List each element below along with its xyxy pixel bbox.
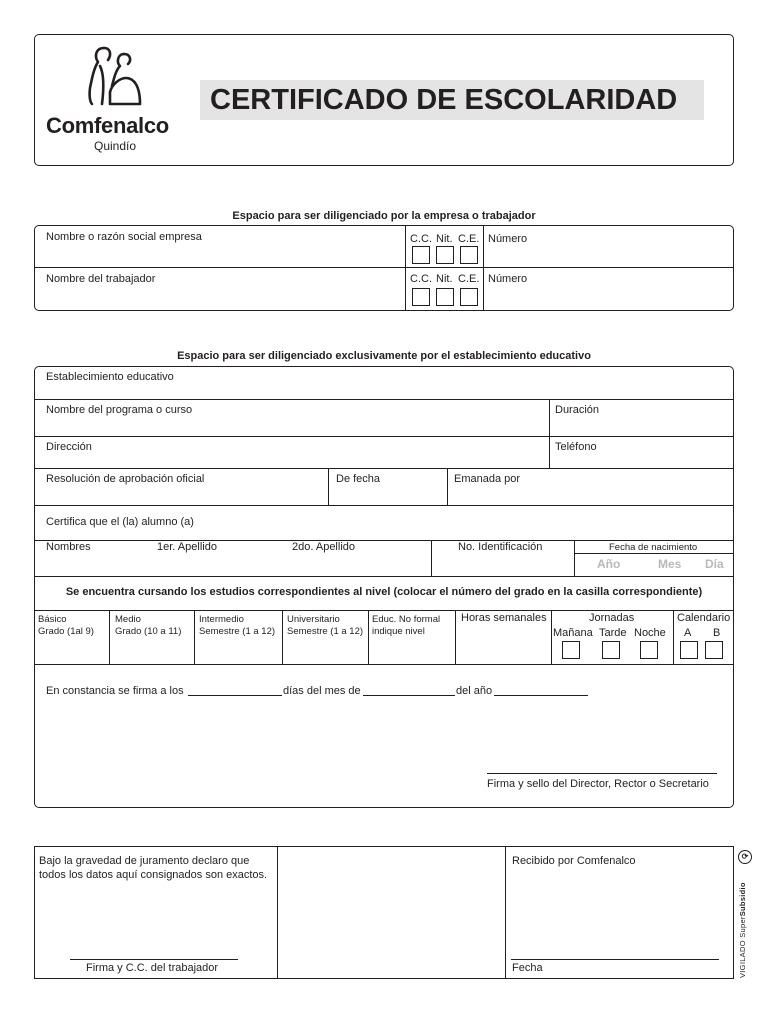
supersubsidio-logo-icon: ⟳ (738, 850, 752, 864)
mes-label: Mes (658, 557, 682, 571)
logo-subtitle: Quindío (94, 139, 137, 153)
nivel-heading: Se encuentra cursando los estudios correspondientes al nivel (colocar el número del grado en la casilla correspondiente) (65, 586, 703, 598)
section1-heading: Espacio para ser diligenciado por la empresa o trabajador (232, 210, 536, 222)
constancia-text-1: En constancia se firma a los (46, 685, 184, 697)
constancia-text-2: días del mes de (283, 685, 361, 697)
constancia-text-3: del año (456, 685, 493, 697)
trabajador-ce-checkbox[interactable] (460, 288, 478, 306)
telefono-label: Teléfono (555, 441, 597, 453)
empresa-cc-checkbox[interactable] (412, 246, 430, 264)
trabajador-label: Nombre del trabajador (46, 273, 156, 285)
fecha-line (511, 959, 719, 960)
recibido-label: Recibido por Comfenalco (512, 855, 636, 867)
de-fecha-label: De fecha (336, 473, 381, 485)
juramento-text: Bajo la gravedad de juramento declaro que todos los datos aquí consignados son exactos. (39, 855, 268, 881)
mes-blank[interactable] (363, 695, 455, 696)
doc-type-ce-2: C.E. (458, 273, 480, 285)
anio-label: Año (597, 557, 621, 571)
calendario-a-label: A (684, 627, 692, 639)
empresa-numero-label: Número (488, 233, 528, 245)
comfenalco-logo-icon (86, 44, 148, 110)
doc-type-cc-2: C.C. (410, 273, 432, 285)
doc-type-cc-1: C.C. (410, 233, 432, 245)
doc-type-ce-1: C.E. (458, 233, 480, 245)
dias-blank[interactable] (188, 695, 282, 696)
horas-label: Horas semanales (461, 612, 547, 624)
resolucion-label: Resolución de aprobación oficial (46, 473, 205, 485)
calendario-b-label: B (713, 627, 721, 639)
trabajador-numero-label: Número (488, 273, 528, 285)
jornadas-label: Jornadas (589, 612, 635, 624)
tarde-label: Tarde (599, 627, 627, 639)
fecha-nacimiento-label: Fecha de nacimiento (609, 542, 698, 553)
medio-grado-label: Grado (10 a 11) (115, 626, 182, 637)
identificacion-label: No. Identificación (458, 541, 543, 553)
programa-label: Nombre del programa o curso (46, 404, 193, 416)
universitario-label: Universitario (287, 614, 340, 625)
medio-label: Medio (115, 614, 141, 625)
firma-director-line (487, 773, 717, 774)
noformal-nivel-label: indique nivel (372, 626, 425, 637)
apellido1-label: 1er. Apellido (157, 541, 217, 553)
firma-director-label: Firma y sello del Director, Rector o Secretario (487, 778, 709, 790)
empresa-ce-checkbox[interactable] (460, 246, 478, 264)
trabajador-nit-checkbox[interactable] (436, 288, 454, 306)
noche-label: Noche (634, 627, 666, 639)
nombres-label: Nombres (46, 541, 91, 553)
dia-label: Día (705, 557, 724, 571)
page-title: CERTIFICADO DE ESCOLARIDAD (210, 84, 678, 116)
calendario-label: Calendario (677, 612, 731, 624)
basico-label: Básico (38, 614, 67, 625)
noche-checkbox[interactable] (640, 641, 658, 659)
empresa-nit-checkbox[interactable] (436, 246, 454, 264)
doc-type-nit-2: Nit. (436, 273, 453, 285)
duracion-label: Duración (555, 404, 600, 416)
intermedio-semestre-label: Semestre (1 a 12) (199, 626, 276, 637)
firma-trabajador-line (70, 959, 238, 960)
calendario-b-checkbox[interactable] (705, 641, 723, 659)
section2-heading: Espacio para ser diligenciado exclusivamente por el establecimiento educativo (177, 350, 591, 362)
firma-trabajador-label: Firma y C.C. del trabajador (86, 962, 219, 974)
calendario-a-checkbox[interactable] (680, 641, 698, 659)
emanada-label: Emanada por (454, 473, 521, 485)
empresa-label: Nombre o razón social empresa (46, 231, 202, 243)
fecha-label: Fecha (512, 962, 543, 974)
anio-blank[interactable] (494, 695, 588, 696)
doc-type-nit-1: Nit. (436, 233, 453, 245)
manana-checkbox[interactable] (562, 641, 580, 659)
certifica-label: Certifica que el (la) alumno (a) (46, 516, 194, 528)
noformal-label: Educ. No formal (372, 614, 441, 625)
logo-name: Comfenalco (46, 113, 169, 138)
manana-label: Mañana (553, 627, 593, 639)
direccion-label: Dirección (46, 441, 92, 453)
basico-grado-label: Grado (1al 9) (38, 626, 94, 637)
vigilado-side-text: VIGILADO SuperSubsidio (738, 882, 747, 978)
establecimiento-label: Establecimiento educativo (46, 371, 174, 383)
trabajador-cc-checkbox[interactable] (412, 288, 430, 306)
intermedio-label: Intermedio (199, 614, 244, 625)
universitario-semestre-label: Semestre (1 a 12) (287, 626, 364, 637)
tarde-checkbox[interactable] (602, 641, 620, 659)
apellido2-label: 2do. Apellido (292, 541, 355, 553)
